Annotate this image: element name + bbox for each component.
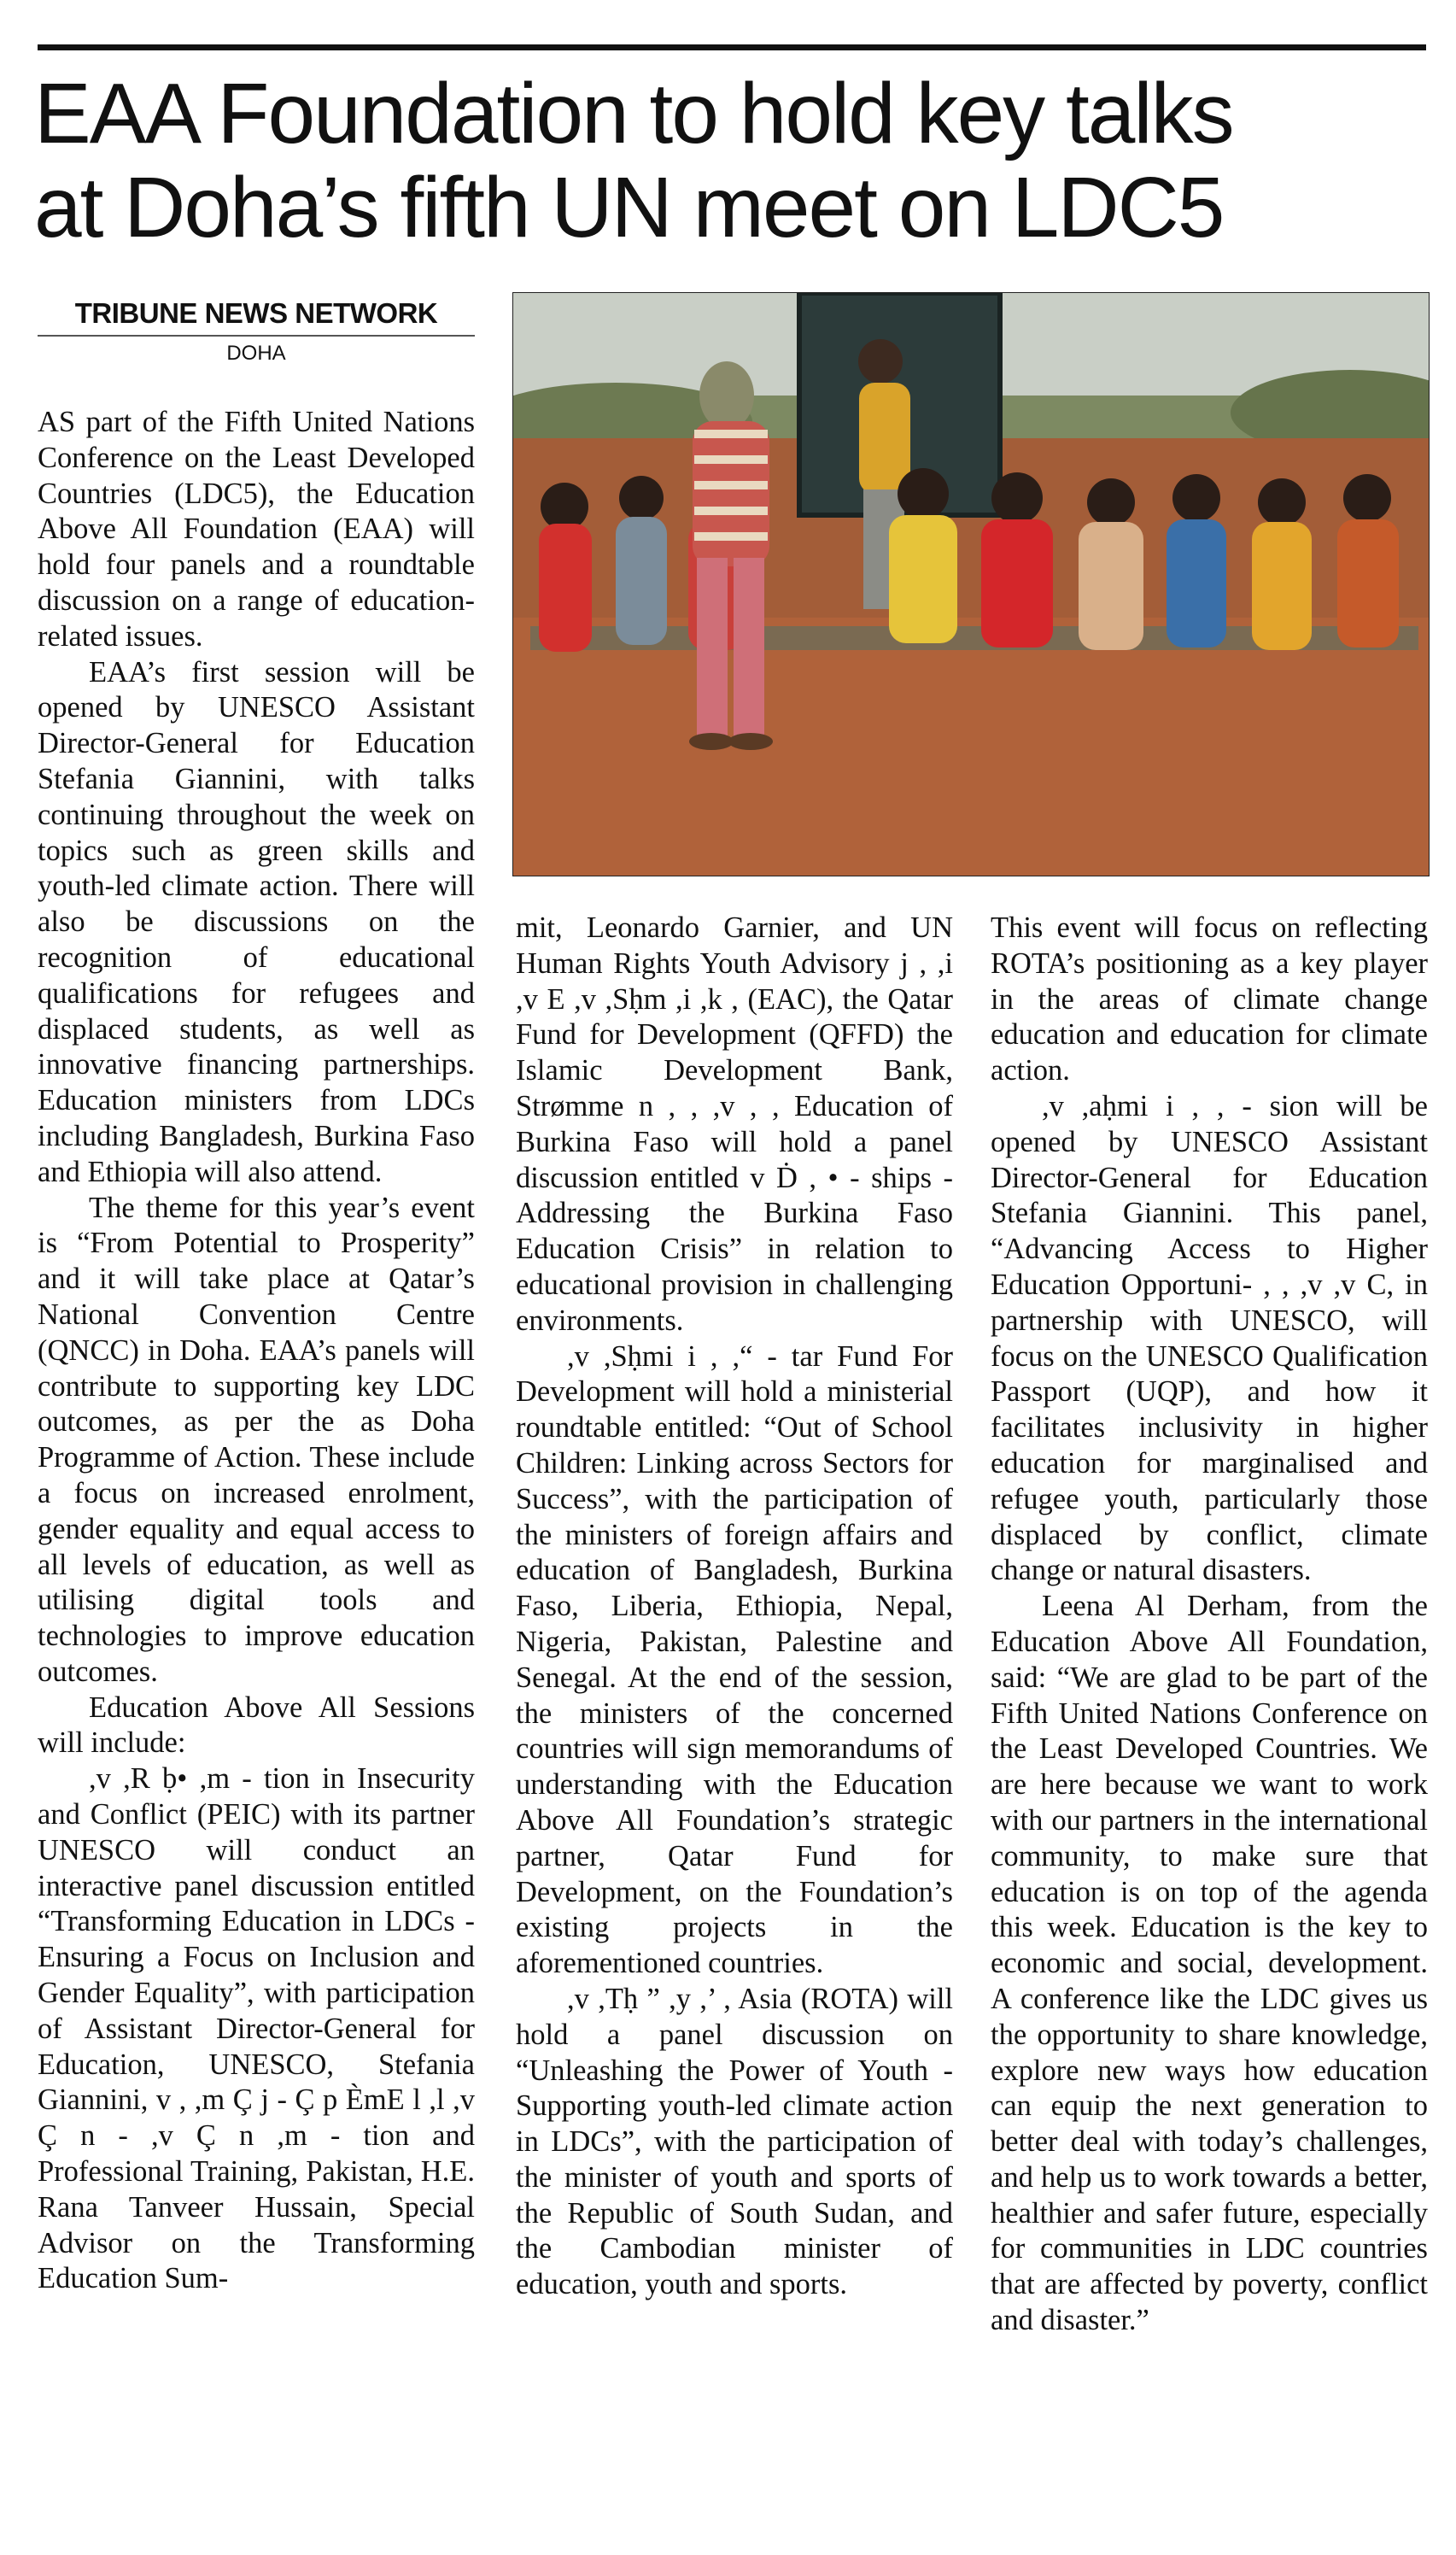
article-paragraph: This event will focus on reflecting ROTA’s positioning as a key player in the areas of climate change education and education for climate action. (991, 911, 1428, 1087)
article-column-1 (38, 405, 475, 2297)
headline (34, 67, 1435, 255)
article-paragraph: Leena Al Derham, from the Education Above All Foundation, said: “We are glad to be part of the Fifth United Nations Conference on the Least Developed Countries. We are here because we want to work with our partners in the international community, to make sure that education is on top of the agenda this week. Education is the key to economic and social, development. A conference like the LDC gives us the opportunity to share knowledge, explore new ways how education can equip the next generation to better deal with today’s challenges, and help us to work towards a better, healthier and safer future, especially for communities in LDC countries that are affected by poverty, conflict and disaster.” (991, 1590, 1428, 2337)
article-column-2 (516, 911, 953, 2303)
article-paragraph: ,v ,Tḥ ” ,y ,’ , Asia (ROTA) will hold a panel discussion on “Unleashing the Power of Youth - Supporting youth-led climate action in LDCs”, with the participation of the minister of youth and sports of the Republic of South Sudan, and the Cambodian minister of education, youth and sports. (516, 1982, 953, 2301)
article-paragraph: ,v ,R ḅ• ,m - tion in Insecurity and Conflict (PEIC) with its partner UNESCO will conduct an interactive panel discussion entitled “Transforming Education in LDCs - Ensuring a Focus on Inclusion and Gender Equality”, with participation of Assistant Director-General for Education, UNESCO, Stefania Giannini, v , ,m Ç j - Ç p ÈmE l ,l ,v Ç n - ,v Ç n ,m - tion and Professional Training, Pakistan, H.E. Rana Tanveer Hussain, Special Advisor on the Transforming Education Sum- (38, 1762, 475, 2295)
byline-rule (38, 335, 475, 337)
top-rule (38, 44, 1426, 50)
article-paragraph: EAA’s first session will be opened by UNESCO Assistant Director-General for Education Stefania Giannini, with talks continuing throughout the week on topics such as green skills and youth-led climate action. There will also be discussions on the recognition of educational qualifications for refugees and displaced students, as well as innovative financing partnerships. Education ministers from LDCs including Bangladesh, Burkina Faso and Ethiopia will also attend. (38, 655, 475, 1188)
dateline: DOHA (226, 342, 286, 365)
article-photo (512, 292, 1430, 876)
article-paragraph: The theme for this year’s event is “From Potential to Prosperity” and it will take place at Qatar’s National Convention Centre (QNCC) in Doha. EAA’s panels will contribute to supporting key LDC outcomes, as per the as Doha Programme of Action. These include a focus on increased enrolment, gender equality and equal access to all levels of education, as well as utilising digital tools and technologies to improve education outcomes. (38, 1191, 475, 1688)
article-paragraph: Education Above All Sessions will include: (38, 1691, 475, 1760)
article-paragraph: ,v ,Sḥmi i , ,“ - tar Fund For Development will hold a ministerial roundtable entitled: “Out of School Children: Linking across Sectors for Success”, with the participation of the ministers of foreign affairs and education of Bangladesh, Burkina Faso, Liberia, Ethiopia, Nepal, Nigeria, Pakistan, Palestine and Senegal. At the end of the session, the ministers of the concerned countries will sign memorandums of understanding with the Education Above All Foundation’s strategic partner, Qatar Fund for Development, on the Foundation’s existing projects in the aforementioned countries. (516, 1339, 953, 1980)
headline-line-2: at Doha’s fifth UN meet on LDC5 (34, 160, 1224, 255)
article-paragraph: mit, Leonardo Garnier, and UN Human Rights Youth Advisory j , ,i ,v E ,v ,Sḥm ,i ,k , (EAC), the Qatar Fund for Development (QFFD) the Islamic Development Bank, Strømme n , , ,v , , Education of Burkina Faso will hold a panel discussion entitled v Ḋ , • - ships - Addressing the Burkina Faso Education Crisis” in relation to educational provision in challenging environments. (516, 911, 953, 1337)
byline-agency: TRIBUNE NEWS NETWORK (74, 297, 438, 329)
article-paragraph: ,v ,aḥmi i , , - sion will be opened by UNESCO Assistant Director-General for Education Stefania Giannini. This panel, “Advancing Access to Higher Education Opportuni- , , ,v ,v C, in partnership with UNESCO, will focus on the UNESCO Qualification Passport (UQP), and how it facilitates inclusivity in higher education for marginalised and refugee youth, particularly those displaced by conflict, climate change or natural disasters. (991, 1089, 1428, 1587)
article-column-3 (991, 911, 1428, 2339)
headline-line-1: EAA Foundation to hold key talks (34, 66, 1233, 161)
article-paragraph: AS part of the Fifth United Nations Conference on the Least Developed Countries (LDC5), the Education Above All Foundation (EAA) will hold four panels and a roundtable discussion on a range of education-related issues. (38, 406, 475, 653)
classroom-photo-illustration (513, 293, 1429, 876)
byline (38, 296, 475, 367)
